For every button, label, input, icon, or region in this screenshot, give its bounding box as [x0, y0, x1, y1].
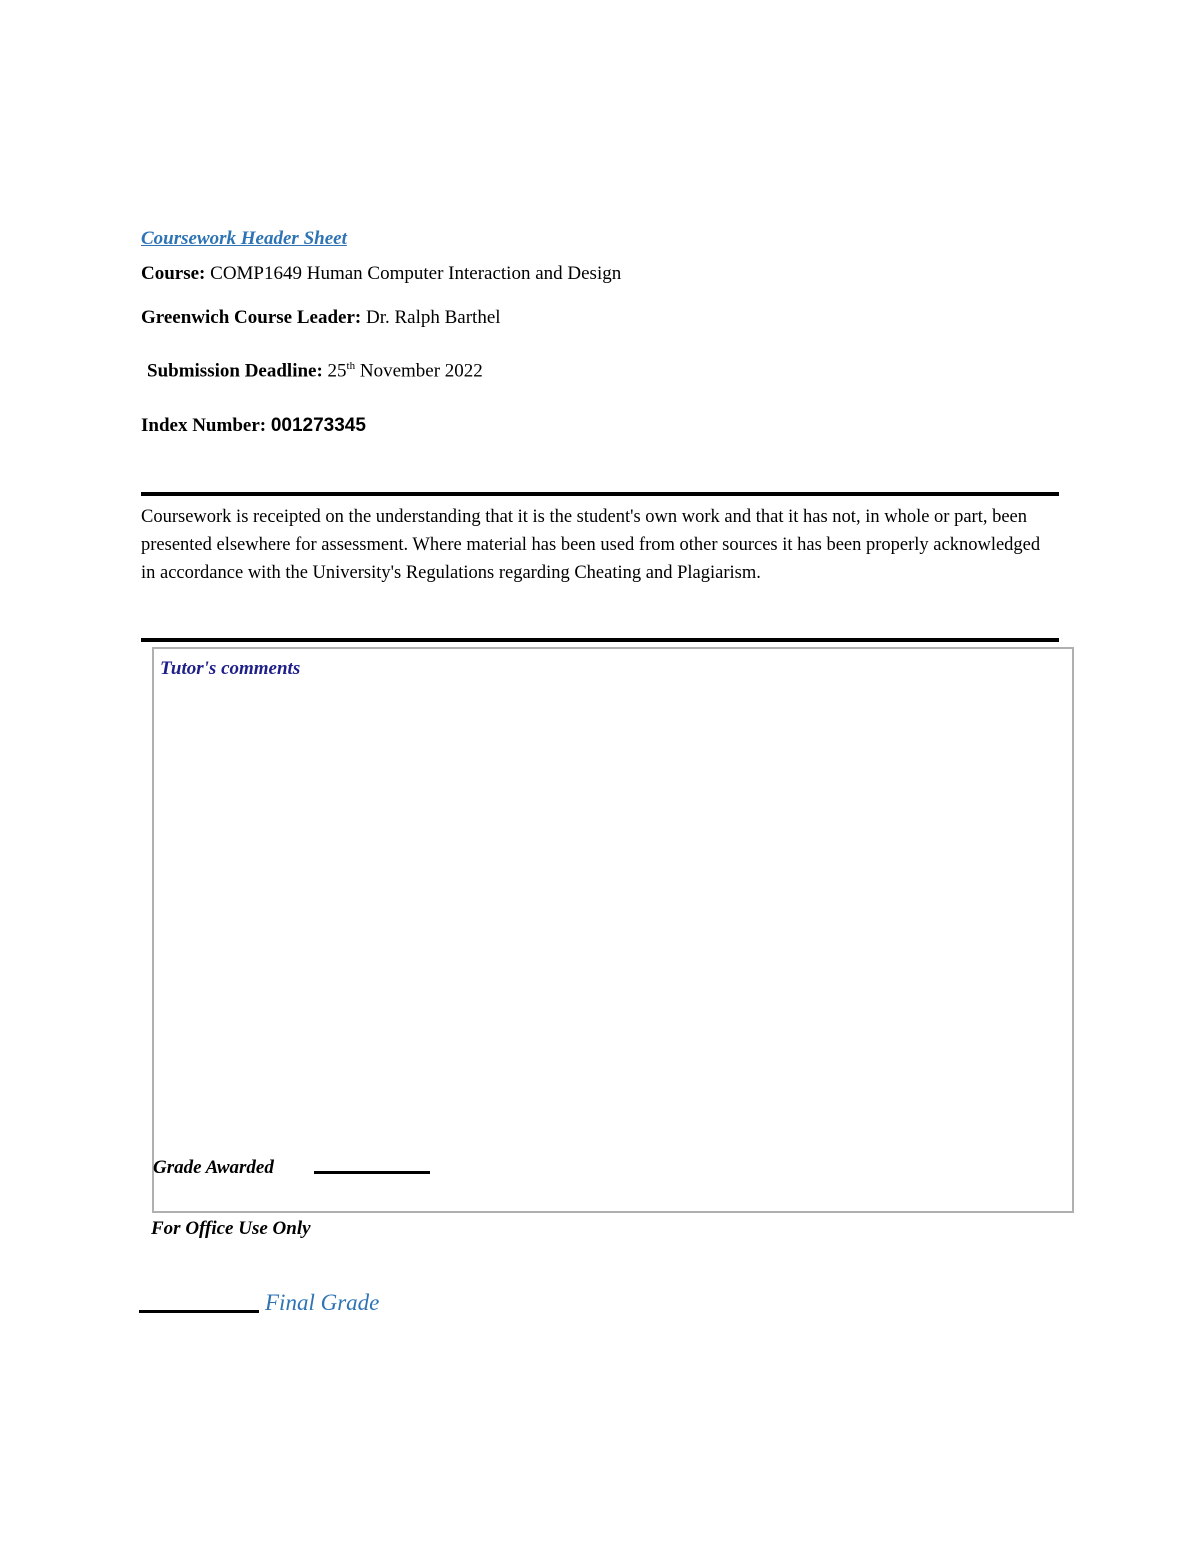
- office-use-label: For Office Use Only: [151, 1218, 311, 1239]
- course-value: COMP1649 Human Computer Interaction and Design: [210, 263, 622, 284]
- declaration-paragraph: Coursework is receipted on the understanding that it is the student's own work and that it has not, in whole or part, been presented elsewhere for assessment. Where material has been used from other sources it has been properly acknowledged in accordance with the University's Regulations regarding Cheating and Plagiarism.: [141, 507, 1041, 583]
- leader-line: [141, 307, 501, 329]
- final-grade-blank: [139, 1310, 259, 1313]
- deadline-label: Submission Deadline:: [147, 360, 323, 382]
- course-line: [141, 263, 621, 285]
- index-value: 001273345: [270, 415, 366, 436]
- tutor-comments-box: [152, 647, 1074, 1213]
- leader-label: Greenwich Course Leader:: [141, 307, 362, 328]
- divider-bottom: [141, 638, 1059, 642]
- grade-awarded-blank: [314, 1171, 430, 1174]
- deadline-day: 25: [327, 360, 347, 382]
- divider-top: [141, 492, 1059, 496]
- sheet-title: Coursework Header Sheet: [141, 228, 347, 249]
- tutor-comments-heading: Tutor's comments: [160, 658, 301, 679]
- index-line: [141, 415, 366, 437]
- index-label: Index Number:: [141, 415, 267, 436]
- leader-value: Dr. Ralph Barthel: [365, 307, 501, 328]
- grade-awarded-label: Grade Awarded: [153, 1157, 274, 1178]
- deadline-suffix: th: [346, 360, 356, 372]
- deadline-rest: November 2022: [359, 360, 483, 382]
- deadline-line: [147, 360, 483, 382]
- final-grade-label: Final Grade: [265, 1290, 380, 1315]
- course-label: Course:: [141, 263, 206, 284]
